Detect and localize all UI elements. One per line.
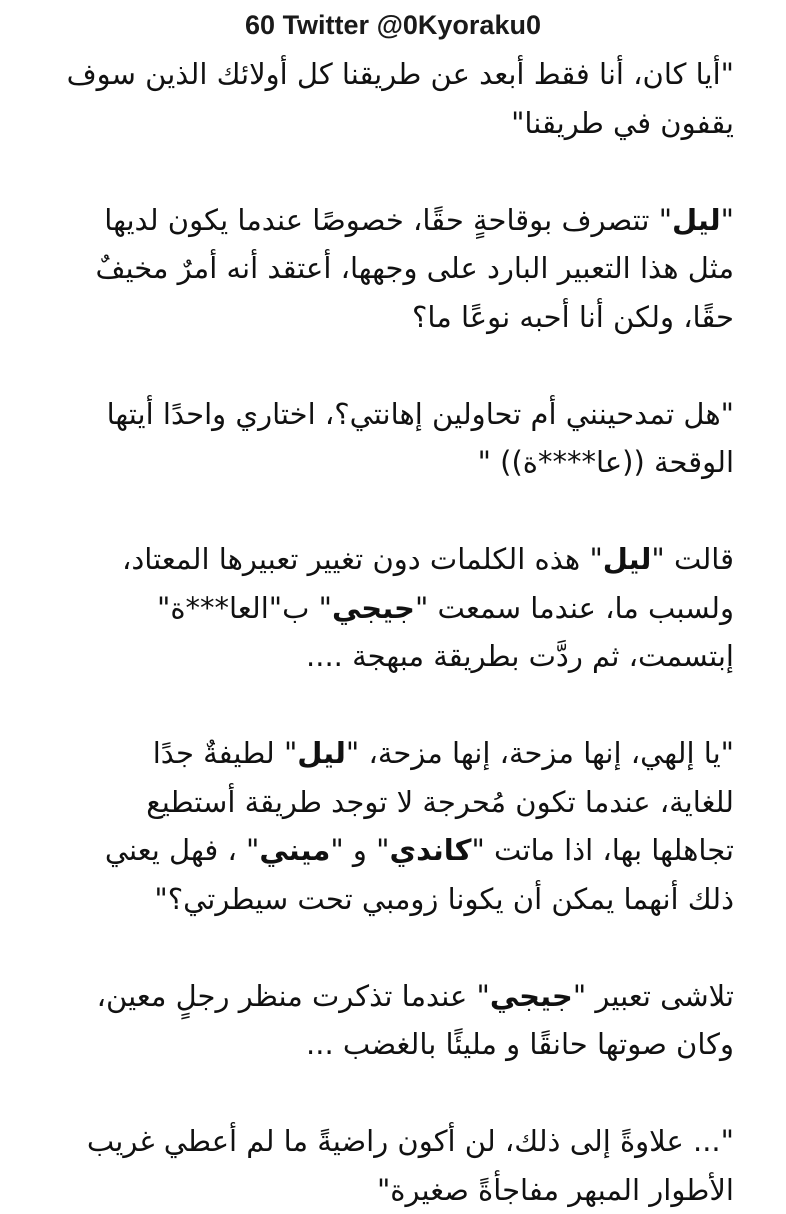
text-line [44, 826, 734, 875]
text-segment: إبتسمت، ثم ردَّت بطريقة مبهجة .... [306, 639, 734, 673]
text-segment: الأطوار المبهر مفاجأةً صغيرة" [377, 1173, 734, 1207]
text-line [44, 875, 734, 924]
text-segment: "... علاوةً إلى ذلك، لن أكون راضيةً ما لم أعطي غريب [87, 1124, 734, 1158]
paragraph [44, 535, 734, 681]
text-segment: "هل تمدحينني أم تحاولين إهانتي؟، اختاري واحدًا أيتها [107, 397, 734, 431]
character-name: جيجي [332, 591, 415, 625]
text-line [44, 1117, 734, 1166]
text-line [44, 1020, 734, 1069]
text-segment: ولسبب ما، عندما سمعت " [415, 591, 734, 625]
text-segment: للغاية، عندما تكون مُحرجة لا توجد طريقة أستطيع [146, 785, 734, 819]
text-line [44, 729, 734, 778]
character-name: ليل [297, 736, 346, 770]
text-line [44, 584, 734, 633]
text-line [44, 632, 734, 681]
text-segment: وكان صوتها حانقًا و مليئًا بالغضب ... [306, 1027, 734, 1061]
paragraph [44, 972, 734, 1069]
text-segment: تجاهلها بها، اذا ماتت " [471, 833, 734, 867]
text-segment: " لطيفةٌ جدًا [153, 736, 298, 770]
text-line [44, 972, 734, 1021]
paragraph [44, 390, 734, 487]
text-segment: قالت " [651, 542, 734, 576]
text-segment: " [721, 203, 734, 237]
page-header: 60 Twitter @0Kyoraku0 [0, 10, 786, 41]
text-line [44, 50, 734, 99]
text-segment: الوقحة ((عا****ة)) " [478, 445, 734, 479]
text-line [44, 438, 734, 487]
text-segment: ذلك أنهما يمكن أن يكونا زومبي تحت سيطرتي؟" [154, 882, 734, 916]
text-segment: يقفون في طريقنا" [511, 106, 734, 140]
text-segment: حقًا، ولكن أنا أحبه نوعًا ما؟ [412, 300, 734, 334]
text-segment: "أيا كان، أنا فقط أبعد عن طريقنا كل أولائك الذين سوف [67, 57, 734, 91]
story-text [44, 50, 734, 1214]
character-name: ليل [603, 542, 652, 576]
text-line [44, 535, 734, 584]
text-segment: "يا إلهي، إنها مزحة، إنها مزحة، " [346, 736, 734, 770]
character-name: ميني [259, 833, 330, 867]
text-segment: " تتصرف بوقاحةٍ حقًا، خصوصًا عندما يكون لديها [104, 203, 672, 237]
paragraph [44, 1117, 734, 1214]
text-line [44, 244, 734, 293]
text-line [44, 196, 734, 245]
paragraph [44, 196, 734, 342]
paragraph [44, 729, 734, 923]
paragraph [44, 50, 734, 147]
text-segment: " ب"العا***ة" [157, 591, 332, 625]
text-segment: مثل هذا التعبير البارد على وجهها، أعتقد أنه أمرٌ مخيفٌ [95, 251, 734, 285]
character-name: ليل [672, 203, 721, 237]
text-line [44, 778, 734, 827]
text-segment: " عندما تذكرت منظر رجلٍ معين، [97, 979, 490, 1013]
text-segment: تلاشى تعبير " [573, 979, 734, 1013]
character-name: كاندي [390, 833, 472, 867]
text-segment: " و " [330, 833, 389, 867]
text-line [44, 1166, 734, 1214]
text-segment: " ، فهل يعني [105, 833, 260, 867]
character-name: جيجي [490, 979, 573, 1013]
text-line [44, 293, 734, 342]
text-segment: " هذه الكلمات دون تغيير تعبيرها المعتاد، [122, 542, 603, 576]
text-line [44, 99, 734, 148]
text-line [44, 390, 734, 439]
